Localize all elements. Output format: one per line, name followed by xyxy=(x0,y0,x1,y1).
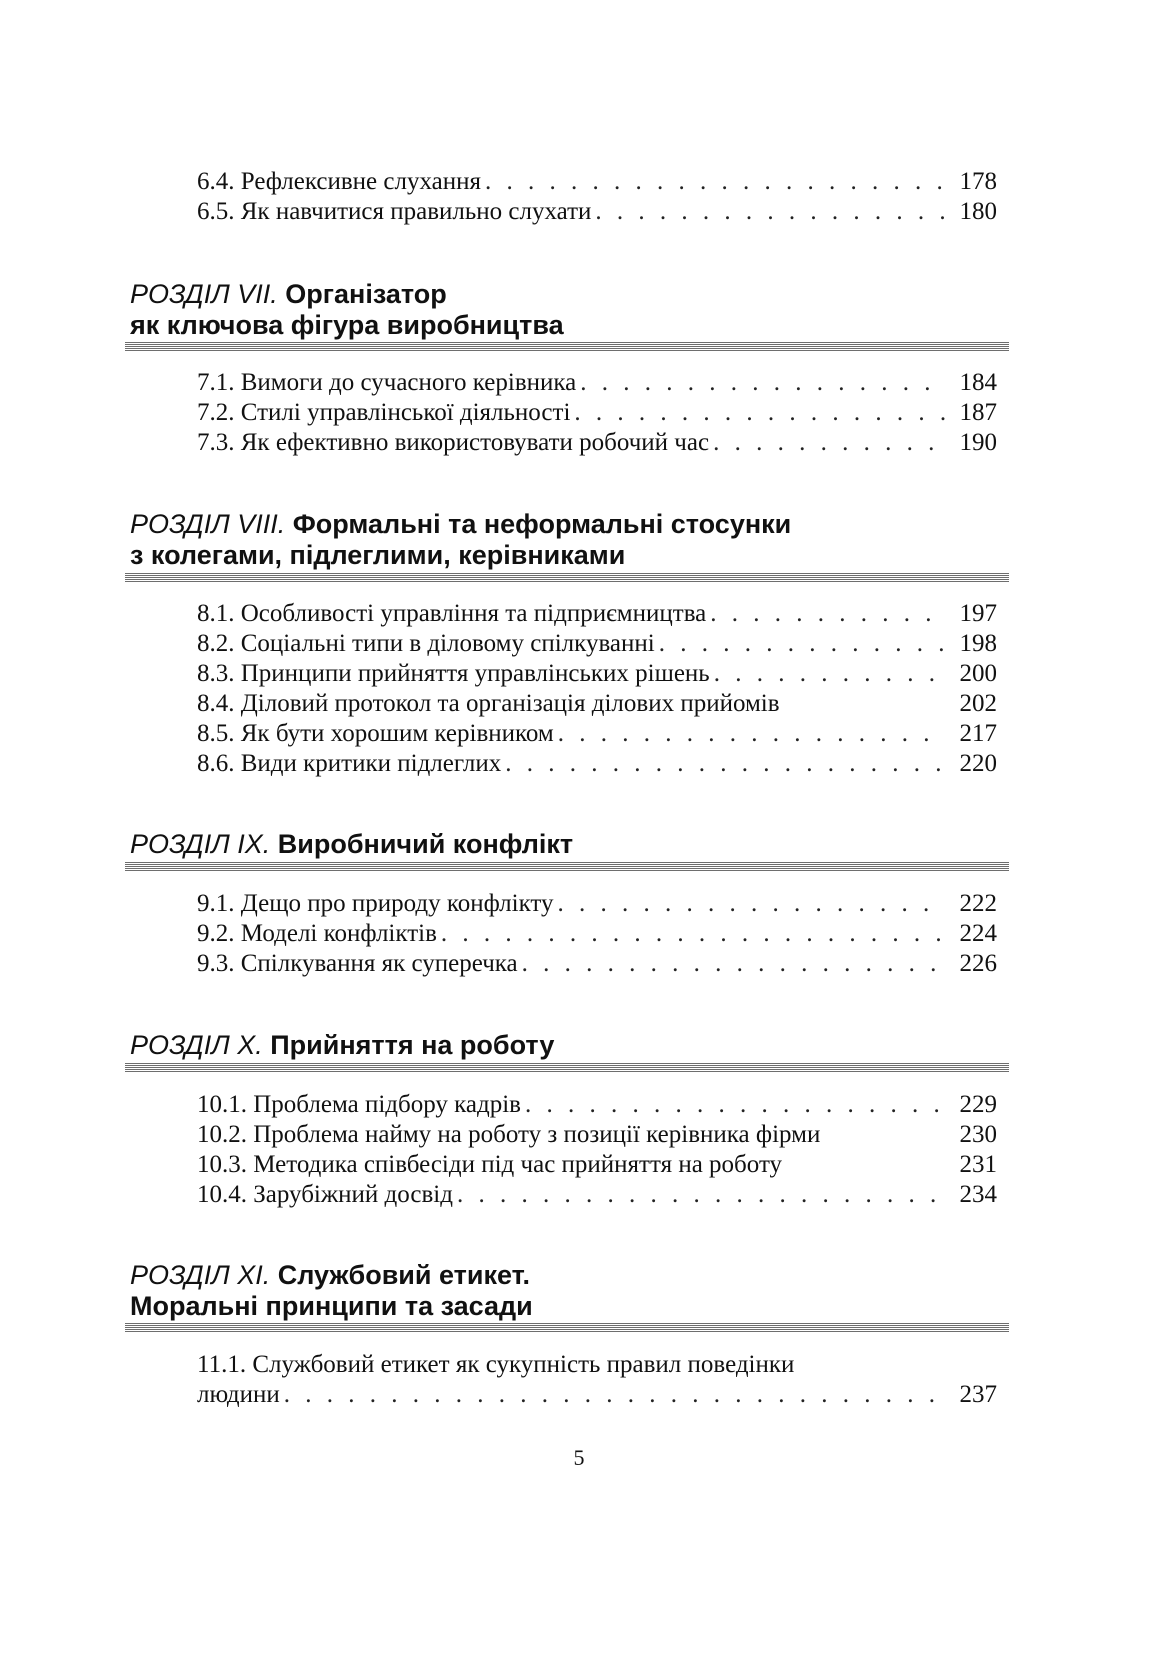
toc-leader xyxy=(485,167,945,197)
toc-entry xyxy=(197,659,997,689)
toc-entry-title: 10.4. Зарубіжний досвід xyxy=(197,1181,453,1208)
toc-leader xyxy=(595,197,945,227)
toc-entry-page: 200 xyxy=(959,660,997,687)
toc-entry-page: 231 xyxy=(959,1151,997,1178)
section-divider xyxy=(125,1063,1009,1072)
toc-entry-title: 8.1. Особливості управління та підприємництва xyxy=(197,600,707,627)
toc-entry xyxy=(197,1150,997,1180)
toc-entry xyxy=(197,599,997,629)
section-heading xyxy=(130,509,1010,571)
toc-entry-title: 7.3. Як ефективно використовувати робочий час xyxy=(197,429,710,456)
toc-entry-page: 217 xyxy=(959,720,997,747)
toc-entry-title: 7.2. Стилі управлінської діяльності xyxy=(197,399,571,426)
toc-entry-page: 198 xyxy=(959,630,997,657)
toc-entry xyxy=(197,1120,997,1150)
toc-leader xyxy=(525,1090,945,1120)
toc-entry-page: 229 xyxy=(959,1091,997,1118)
toc-entry-continuation: людини xyxy=(197,1381,280,1408)
toc-entry-page: 178 xyxy=(959,168,997,195)
section-divider xyxy=(125,1323,1009,1332)
toc-entry-title: 11.1. Службовий етикет як сукупність правил поведінки xyxy=(197,1351,795,1378)
toc-entry-title: 10.2. Проблема найму на роботу з позиції керівника фірми xyxy=(197,1121,821,1148)
toc-leader xyxy=(558,889,945,919)
toc-entry xyxy=(197,398,997,428)
toc-entry-title: 8.2. Соціальні типи в діловому спілкуванні xyxy=(197,630,655,657)
toc-entry-page: 190 xyxy=(959,429,997,456)
section-name: як ключова фігура виробництва xyxy=(130,310,564,340)
section-name: Службовий етикет. xyxy=(277,1260,531,1290)
toc-entry-page: 197 xyxy=(959,600,997,627)
toc-entry-title: 8.5. Як бути хорошим керівником xyxy=(197,720,554,747)
toc-entry-page: 184 xyxy=(959,369,997,396)
toc-entry-page: 224 xyxy=(959,920,997,947)
toc-leader xyxy=(441,919,945,949)
toc-entry xyxy=(197,428,997,458)
toc-entry-page: 220 xyxy=(959,750,997,777)
toc-leader xyxy=(580,368,945,398)
toc-leader xyxy=(659,629,945,659)
toc-entry xyxy=(197,1090,997,1120)
toc-entry-page: 180 xyxy=(959,198,997,225)
toc-entry-page: 202 xyxy=(959,690,997,717)
toc-entry-page: 234 xyxy=(959,1181,997,1208)
toc-leader xyxy=(710,599,945,629)
toc-leader xyxy=(558,719,945,749)
page-number: 5 xyxy=(573,1445,585,1470)
toc-entry-page: 237 xyxy=(959,1381,997,1408)
toc-entry-title: 6.5. Як навчитися правильно слухати xyxy=(197,198,592,225)
toc-leader xyxy=(574,398,945,428)
section-heading xyxy=(130,1030,1010,1061)
toc-entry xyxy=(197,689,997,719)
section-name: Прийняття на роботу xyxy=(270,1030,555,1060)
section-label: РОЗДІЛ IX. xyxy=(130,829,271,859)
section-name: Моральні принципи та засади xyxy=(130,1291,533,1321)
toc-leader xyxy=(522,949,945,979)
toc-entry-title: 8.3. Принципи прийняття управлінських рішень xyxy=(197,660,710,687)
toc-entry-page: 222 xyxy=(959,890,997,917)
toc-leader xyxy=(714,659,945,689)
section-name: Виробничий конфлікт xyxy=(277,829,574,859)
toc-entry-page: 226 xyxy=(959,950,997,977)
toc-leader xyxy=(505,749,945,779)
toc-entry-page: 187 xyxy=(959,399,997,426)
toc-leader xyxy=(713,428,945,458)
section-label: РОЗДІЛ VIII. xyxy=(130,509,286,539)
toc-entry xyxy=(197,1350,997,1410)
section-heading xyxy=(130,829,1010,860)
toc-entry xyxy=(197,368,997,398)
toc-entry xyxy=(197,949,997,979)
section-heading xyxy=(130,1260,1010,1322)
toc-entry xyxy=(197,167,997,197)
toc-entry-title: 10.3. Методика співбесіди під час прийняття на роботу xyxy=(197,1151,783,1178)
toc-entry xyxy=(197,719,997,749)
toc-entry xyxy=(197,889,997,919)
toc-entry xyxy=(197,749,997,779)
toc-entry-title: 7.1. Вимоги до сучасного керівника xyxy=(197,369,577,396)
toc-entry-page: 230 xyxy=(959,1121,997,1148)
section-label: РОЗДІЛ X. xyxy=(130,1030,263,1060)
section-divider xyxy=(125,342,1009,351)
toc-leader xyxy=(284,1380,945,1410)
section-heading xyxy=(130,279,1010,341)
toc-entry xyxy=(197,1180,997,1210)
toc-entry-title: 8.4. Діловий протокол та організація ділових прийомів xyxy=(197,690,780,717)
section-name: з колегами, підлеглими, керівниками xyxy=(130,540,626,570)
section-label: РОЗДІЛ XI. xyxy=(130,1260,271,1290)
toc-entry xyxy=(197,629,997,659)
toc-entry-title: 8.6. Види критики підлеглих xyxy=(197,750,502,777)
toc-entry-title: 9.3. Спілкування як суперечка xyxy=(197,950,518,977)
toc-entry-title: 10.1. Проблема підбору кадрів xyxy=(197,1091,521,1118)
section-divider xyxy=(125,862,1009,871)
section-label: РОЗДІЛ VII. xyxy=(130,279,278,309)
toc-entry xyxy=(197,197,997,227)
toc-leader xyxy=(457,1180,945,1210)
section-divider xyxy=(125,573,1009,582)
toc-entry-title: 9.1. Дещо про природу конфлікту xyxy=(197,890,554,917)
toc-entry-title: 9.2. Моделі конфліктів xyxy=(197,920,437,947)
section-name: Організатор xyxy=(285,279,447,309)
section-name: Формальні та неформальні стосунки xyxy=(292,509,792,539)
toc-entry-title: 6.4. Рефлексивне слухання xyxy=(197,168,481,195)
toc-entry xyxy=(197,919,997,949)
